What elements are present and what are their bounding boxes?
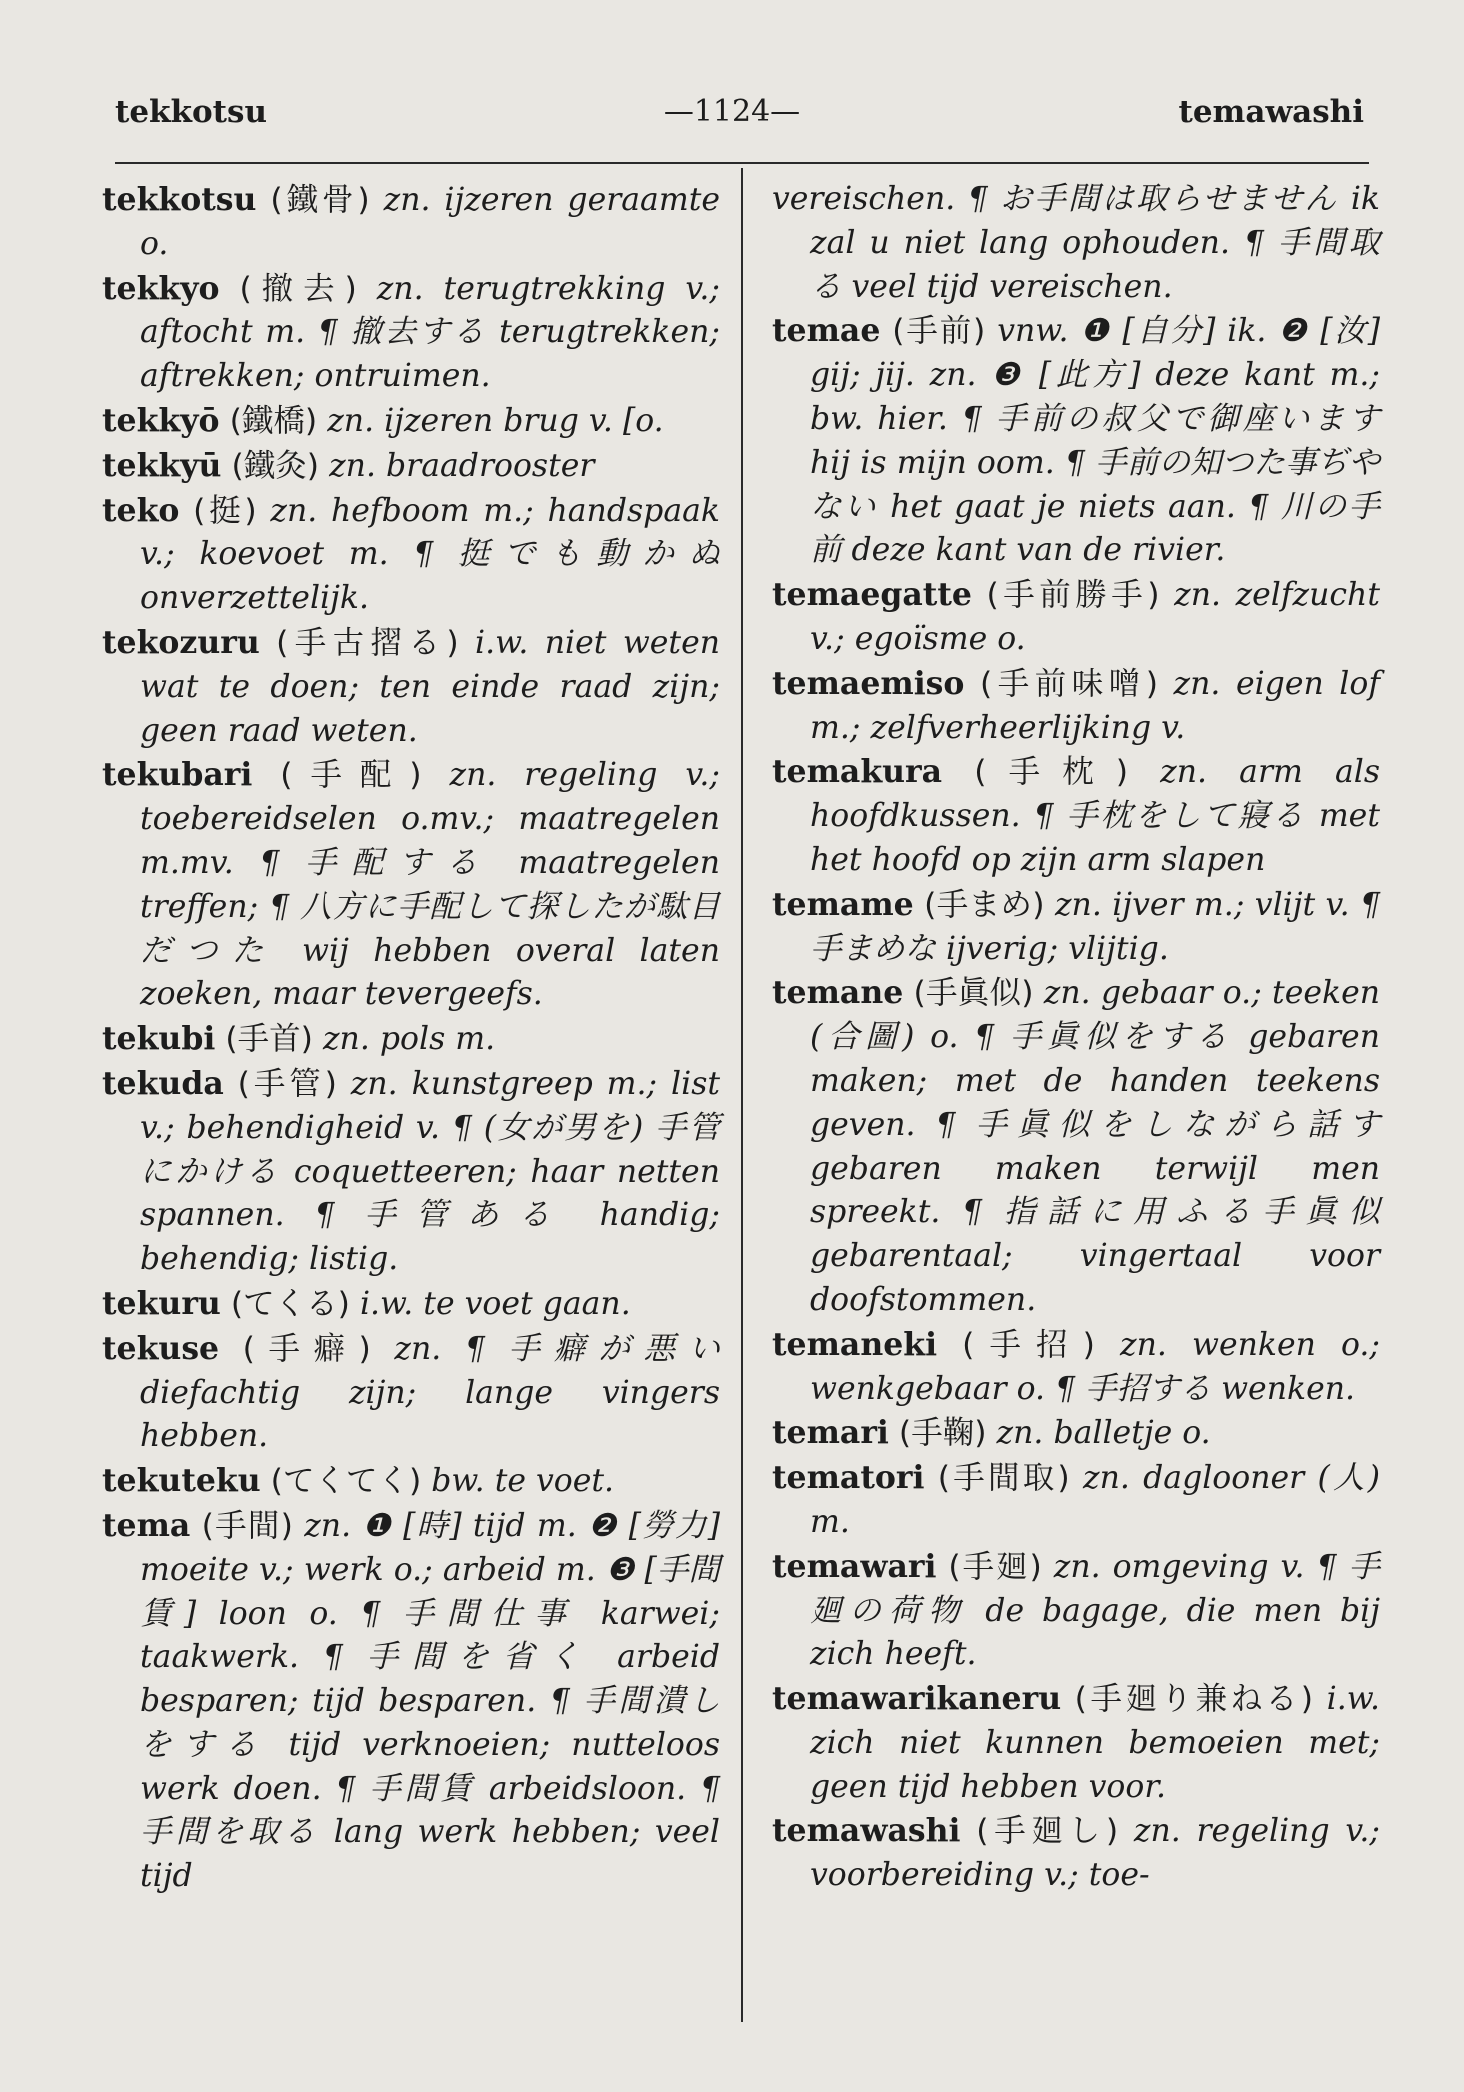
grammar-label: zn. [1082, 1460, 1130, 1497]
kanji-reading: (手前) [892, 313, 986, 350]
headword: tekuteku [102, 1462, 261, 1500]
headword: temaemiso [772, 664, 965, 702]
grammar-label: zn. [270, 492, 318, 529]
definition: balletje o. [1053, 1415, 1211, 1452]
kanji-reading: (挺) [193, 492, 257, 529]
definition: regeling v.; voorbereiding v.; toe- [810, 1813, 1381, 1894]
right-column [770, 178, 1380, 1898]
definition: kunstgreep m.; list v.; behendigheid v. ¶ (女が男を) 手管にかける coquetteeren; haar netten spannen. ¶ 手管ある handig; behendig; listig. [140, 1065, 721, 1278]
definition: hefboom m.; handspaak v.; koevoet m. ¶ 挺でも動かぬ onverzettelijk. [140, 492, 720, 617]
headword: tekuda [102, 1064, 224, 1102]
kanji-reading: (手管) [237, 1065, 337, 1102]
definition: daglooner (人) m. [810, 1460, 1381, 1540]
dictionary-entry [770, 662, 1380, 751]
definition: zelfzucht v.; egoïsme o. [810, 577, 1381, 657]
kanji-reading: (手首) [225, 1021, 313, 1058]
dictionary-entry [100, 399, 720, 444]
dictionary-entry [770, 1456, 1380, 1545]
dictionary-entry [100, 1327, 720, 1459]
grammar-label: vnw. [997, 313, 1069, 350]
kanji-reading: (鐵橋) [229, 402, 318, 439]
dictionary-entry [100, 1282, 720, 1327]
definition: ijver m.; vlijt v. ¶ 手まめな ijverig; vlijtig. [810, 886, 1381, 967]
grammar-label: zn. [329, 447, 376, 484]
headword: tekkyū [102, 446, 222, 484]
grammar-label: zn. [322, 1021, 370, 1058]
dictionary-entry [100, 753, 720, 1017]
dictionary-entry [100, 1062, 720, 1282]
definition: vereischen. ¶ お手間は取らせません ik zal u niet lang ophouden. ¶ 手間取る veel tijd vereischen. [772, 181, 1380, 305]
headword: tekkotsu [102, 181, 257, 218]
headword: tekozuru [102, 623, 260, 661]
grammar-label: zn. [1160, 754, 1208, 791]
definition: omgeving v. ¶ 手廻の荷物 de bagage, die men bij zich heeft. [810, 1548, 1380, 1673]
kanji-reading: (手廻り兼ねる) [1074, 1681, 1314, 1718]
grammar-label: zn. [383, 182, 431, 218]
definition: terugtrekking v.; aftocht m. ¶ 撤去する terugtrekken; aftrekken; ontruimen. [140, 270, 720, 395]
dictionary-entry [770, 971, 1380, 1322]
grammar-label: zn. [1174, 577, 1222, 614]
headword: tekuru [102, 1284, 221, 1322]
kanji-reading: (手前味噌) [979, 665, 1159, 702]
headword: tekubi [102, 1020, 216, 1058]
definition: niet weten wat te doen; ten einde raad zijn; geen raad weten. [140, 624, 721, 749]
dictionary-entry [770, 1411, 1380, 1456]
dictionary-entry [100, 1017, 720, 1062]
kanji-reading: (手眞似) [913, 975, 1034, 1012]
grammar-label: zn. [1173, 665, 1221, 702]
headword: temawashi [772, 1812, 961, 1850]
headword: temawari [772, 1547, 937, 1585]
dictionary-entry [100, 489, 720, 621]
dictionary-entry [770, 883, 1380, 972]
kanji-reading: (手廻) [948, 1548, 1042, 1585]
headword: tekuse [102, 1329, 220, 1367]
grammar-label: i.w. [475, 624, 529, 661]
dictionary-entry [100, 1459, 720, 1504]
headword: tekkyō [102, 401, 220, 439]
headword: temaneki [772, 1325, 938, 1363]
kanji-reading: (手古摺る) [276, 624, 459, 661]
definition: ¶ 手癖が悪い diefachtig zijn; lange vingers hebben. [140, 1330, 720, 1455]
kanji-reading: (手枕) [974, 754, 1129, 791]
dictionary-entry [100, 1504, 720, 1899]
grammar-label: zn. [394, 1330, 442, 1367]
grammar-label: i.w. [359, 1285, 414, 1322]
dictionary-entry [770, 1677, 1380, 1809]
kanji-reading: (鐵骨) [270, 182, 370, 218]
definition: te voet. [494, 1463, 615, 1500]
header-rule [115, 162, 1369, 164]
header-left-guideword: tekkotsu [115, 94, 267, 130]
kanji-reading: (手まめ) [924, 886, 1045, 923]
kanji-reading: (てくる) [230, 1285, 350, 1322]
definition: ❶ [自分] ik. ❷ [汝] gij; jij. zn. ❸ [此方] deze kant m.; bw. hier. ¶ 手前の叔父で御座います hij is mijn oom. ¶ 手前の知つた事ぢやない het gaat je niets aan. ¶ 川の手前 deze kant van de rivier. [810, 313, 1380, 569]
dictionary-entry [770, 750, 1380, 882]
grammar-label: zn. [376, 270, 424, 307]
definition: wenken o.; wenkgebaar o. ¶ 手招する wenken. [810, 1326, 1381, 1407]
left-column [100, 178, 720, 1899]
dictionary-entry [770, 1323, 1380, 1412]
dictionary-entry [770, 1545, 1380, 1677]
page-number: —1124— [663, 94, 801, 129]
definition: braadrooster [386, 447, 595, 484]
grammar-label: zn. [327, 402, 375, 439]
kanji-reading: (手廻し) [976, 1813, 1119, 1850]
headword: temame [772, 885, 914, 923]
header-right-guideword: temawashi [1178, 94, 1364, 130]
kanji-reading: (手癖) [242, 1330, 371, 1367]
definition: regeling v.; toebereidselen o.mv.; maatregelen m.mv. ¶ 手配する maatregelen treffen; ¶ 八方に手配して探したが駄目だつた wij hebben overal laten zoeken, maar tevergeefs. [140, 757, 721, 1013]
kanji-reading: (てくてく) [270, 1463, 422, 1500]
kanji-reading: (手前勝手) [986, 577, 1160, 614]
grammar-label: zn. [1054, 886, 1102, 923]
kanji-reading: (手間) [201, 1507, 293, 1544]
headword: teko [102, 491, 180, 529]
dictionary-entry [100, 178, 720, 267]
grammar-label: zn. [304, 1507, 352, 1544]
headword: temawarikaneru [772, 1680, 1062, 1718]
grammar-label: zn. [1133, 1813, 1181, 1850]
grammar-label: zn. [996, 1415, 1044, 1452]
definition: te voet gaan. [423, 1285, 631, 1322]
definition: zich niet kunnen bemoeien met; geen tijd hebben voor. [810, 1724, 1380, 1805]
dictionary-entry [100, 444, 720, 489]
headword: tema [102, 1506, 191, 1544]
definition: pols m. [379, 1021, 496, 1058]
kanji-reading: (鐵灸) [231, 447, 320, 484]
column-divider [741, 168, 743, 2022]
grammar-label: bw. [431, 1463, 485, 1500]
headword: temaegatte [772, 576, 972, 614]
kanji-reading: (手鞠) [898, 1415, 987, 1452]
grammar-label: zn. [1043, 975, 1091, 1012]
dictionary-entry [100, 621, 720, 753]
definition: arm als hoofdkussen. ¶ 手枕をして寢る met het hoofd op zijn arm slapen [810, 754, 1381, 878]
grammar-label: zn. [1053, 1548, 1101, 1585]
definition: ijzeren brug v. [o. [384, 402, 664, 439]
headword: temae [772, 312, 881, 350]
headword: tekkyo [102, 269, 220, 307]
headword: tekubari [102, 756, 253, 794]
grammar-label: i.w. [1326, 1681, 1380, 1718]
definition: eigen lof m.; zelfverheerlijking v. [810, 665, 1380, 746]
definition: ijzeren geraamte o. [140, 182, 720, 262]
kanji-reading: (手配) [280, 757, 422, 794]
dictionary-entry [770, 309, 1380, 573]
dictionary-entry [770, 1809, 1380, 1898]
definition: gebaar o.; teeken (合圖) o. ¶ 手眞似をする gebaren maken; met de handen teekens geven. ¶ 手眞似をしながら話す gebaren maken terwijl men spreekt. ¶ 指話に用ふる手眞似 gebarentaal; vingertaal voor doofstommen. [810, 975, 1381, 1318]
headword: temari [772, 1414, 889, 1452]
grammar-label: zn. [449, 757, 497, 794]
headword: temane [772, 974, 904, 1012]
headword: tematori [772, 1459, 925, 1497]
kanji-reading: (手間取) [937, 1460, 1070, 1497]
dictionary-entry [770, 178, 1380, 309]
grammar-label: zn. [1120, 1326, 1167, 1363]
kanji-reading: (撤去) [239, 270, 357, 307]
definition: ❶ [時] tijd m. ❷ [勞力] moeite v.; werk o.; arbeid m. ❸ [手間賃] loon o. ¶ 手間仕事 karwei; taakwerk. ¶ 手間を省く arbeid besparen; tijd besparen. ¶ 手間潰しをする tijd verknoeien; nutteloos werk doen. ¶ 手間賃 arbeidsloon. ¶ 手間を取る lang werk hebben; veel tijd [140, 1507, 721, 1895]
kanji-reading: (手招) [962, 1326, 1095, 1363]
headword: temakura [772, 753, 943, 791]
dictionary-entry [770, 573, 1380, 662]
dictionary-entry [100, 267, 720, 399]
grammar-label: zn. [350, 1065, 398, 1102]
